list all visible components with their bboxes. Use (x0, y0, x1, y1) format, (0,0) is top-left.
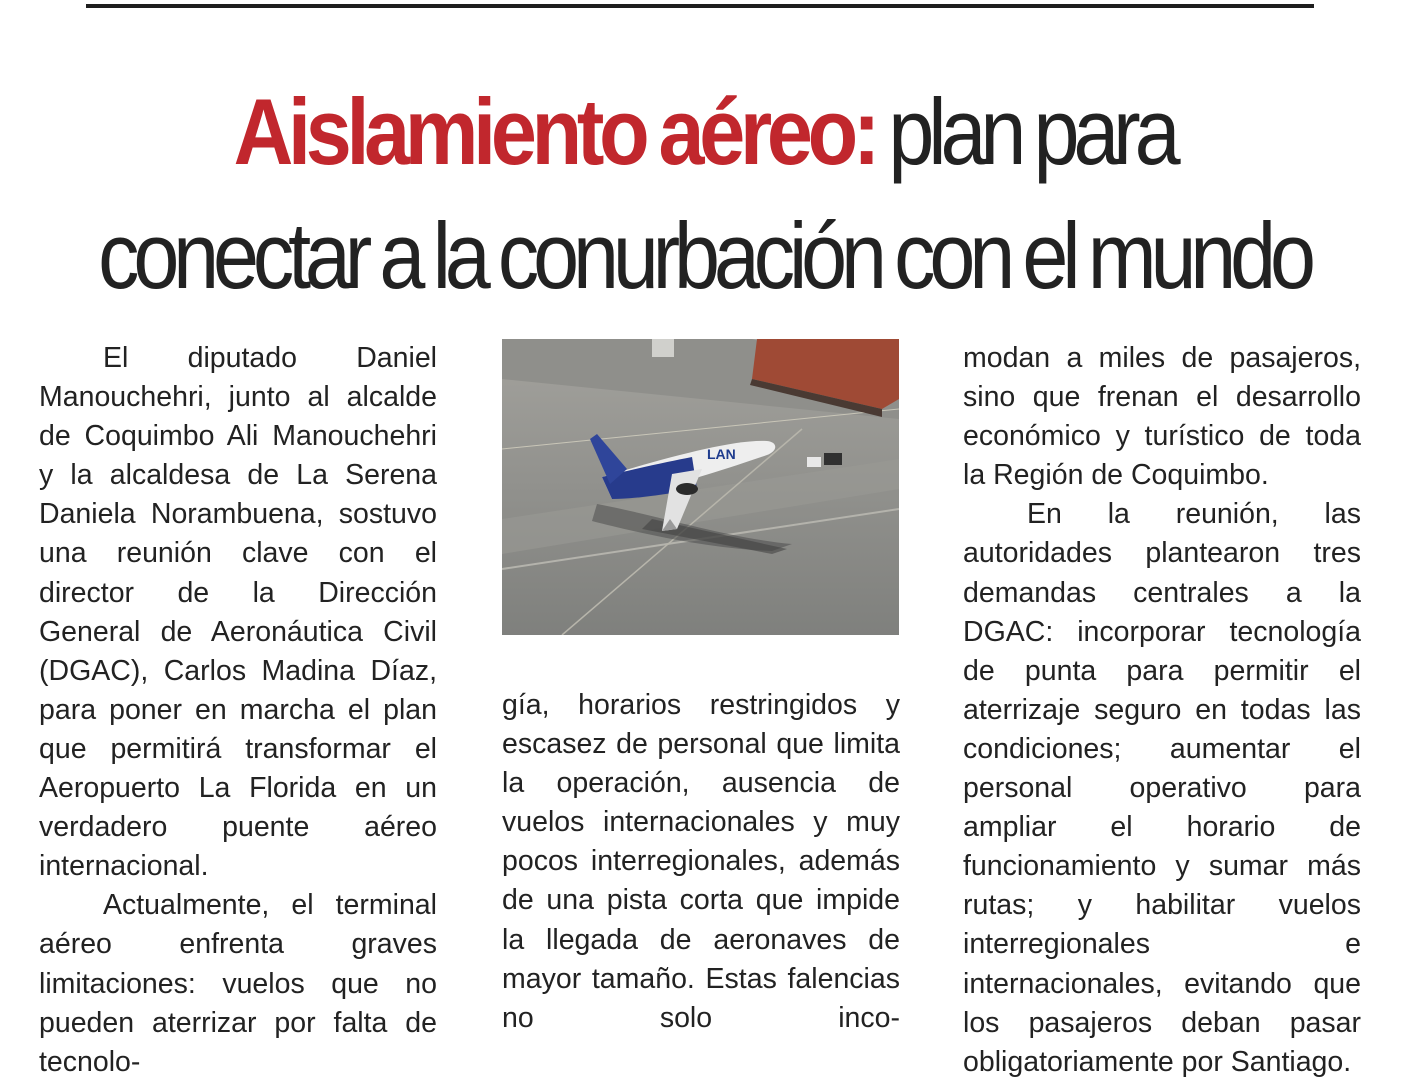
article-paragraph: gía, horarios restringidos y escasez de personal que limita la operación, ausencia de vuelos internacionales y muy pocos interregionales, además de una pista corta que impide la llegada de aeronaves de mayor tamaño. Estas falencias no solo inco- (502, 689, 900, 1034)
airport-photo (502, 339, 899, 635)
airplane-photo-image (502, 339, 899, 635)
article-column-2 (502, 686, 900, 1038)
article-column-3 (963, 339, 1361, 1082)
article-paragraph: El diputado Daniel Manouchehri, junto al alcalde de Coquimbo Ali Manouchehri y la alcaldesa de La Serena Daniela Norambuena, sostuvo una reunión clave con el director de la Dirección General de Aeronáutica Civil (DGAC), Carlos Madina Díaz, para poner en marcha el plan que permitirá transformar el Aeropuerto La Florida en un verdadero puente aéreo internacional. (39, 342, 437, 883)
article-column-1 (39, 339, 437, 1082)
top-rule (86, 4, 1314, 8)
headline (0, 70, 1408, 318)
article-paragraph: modan a miles de pasajeros, sino que frenan el desarrollo económico y turístico de toda la Región de Coquimbo. (963, 342, 1361, 492)
headline-kicker: Aislamiento aéreo: (233, 79, 876, 184)
livery-text: LAN (707, 446, 736, 462)
headline-line-1 (84, 70, 1323, 194)
headline-rest: plan para (875, 79, 1175, 184)
article-paragraph: Actualmente, el terminal aéreo enfrenta graves limitaciones: vuelos que no pueden aterrizar por falta de tecnolo- (39, 889, 437, 1078)
headline-line-2: conectar a la conurbación con el mundo (98, 203, 1310, 308)
article-paragraph: En la reunión, las autoridades plantearon tres demandas centrales a la DGAC: incorporar tecnología de punta para permitir el aterrizaje seguro en todas las condiciones; aumentar el personal operativo para ampliar el horario de funcionamiento y sumar más rutas; y habilitar vuelos interregionales e internacionales, evitando que los pasajeros deban pasar obligatoriamente por Santiago. (963, 498, 1361, 1078)
